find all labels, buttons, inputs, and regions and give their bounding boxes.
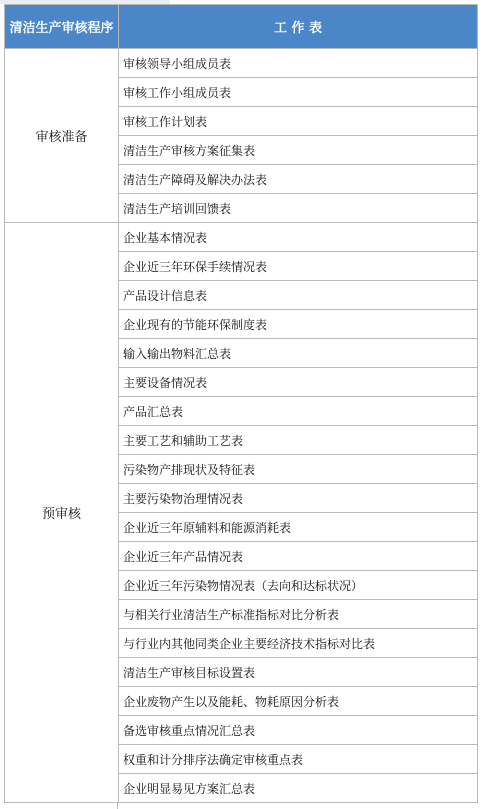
stage-cell: 审核准备 — [5, 49, 119, 223]
table-row — [5, 49, 478, 78]
form-item: 与相关行业清洁生产标准指标对比分析表 — [119, 600, 478, 629]
form-item: 与行业内其他同类企业主要经济技术指标对比表 — [119, 629, 478, 658]
form-item: 审核工作小组成员表 — [119, 78, 478, 107]
form-item: 产品设计信息表 — [119, 281, 478, 310]
form-item: 备选审核重点情况汇总表 — [119, 716, 478, 745]
form-item: 主要污染物治理情况表 — [119, 484, 478, 513]
form-item: 企业近三年产品情况表 — [119, 542, 478, 571]
form-item: 污染物产排现状及特征表 — [119, 455, 478, 484]
header-forms: 工 作 表 — [119, 5, 478, 49]
form-item: 清洁生产审核目标设置表 — [119, 658, 478, 687]
form-item: 权重和计分排序法确定审核重点表 — [119, 745, 478, 774]
table-body — [5, 49, 478, 803]
form-item: 产品汇总表 — [119, 397, 478, 426]
column-separator — [117, 803, 118, 809]
form-item: 清洁生产培训回馈表 — [119, 194, 478, 223]
form-item: 审核工作计划表 — [119, 107, 478, 136]
stage-cell: 预审核 — [5, 223, 119, 803]
form-item: 企业近三年原辅料和能源消耗表 — [119, 513, 478, 542]
form-item: 企业近三年污染物情况表（去向和达标状况） — [119, 571, 478, 600]
form-item: 企业废物产生以及能耗、物耗原因分析表 — [119, 687, 478, 716]
audit-forms-table — [4, 4, 478, 803]
header-stage: 清洁生产审核程序 — [5, 5, 119, 49]
form-item: 企业基本情况表 — [119, 223, 478, 252]
form-item: 输入输出物料汇总表 — [119, 339, 478, 368]
form-item: 清洁生产障碍及解决办法表 — [119, 165, 478, 194]
header-row — [5, 5, 478, 49]
form-item: 主要工艺和辅助工艺表 — [119, 426, 478, 455]
form-item: 清洁生产审核方案征集表 — [119, 136, 478, 165]
form-item: 企业近三年环保手续情况表 — [119, 252, 478, 281]
form-item: 审核领导小组成员表 — [119, 49, 478, 78]
table-row — [5, 223, 478, 252]
form-item: 主要设备情况表 — [119, 368, 478, 397]
form-item: 企业明显易见方案汇总表 — [119, 774, 478, 803]
form-item: 企业现有的节能环保制度表 — [119, 310, 478, 339]
